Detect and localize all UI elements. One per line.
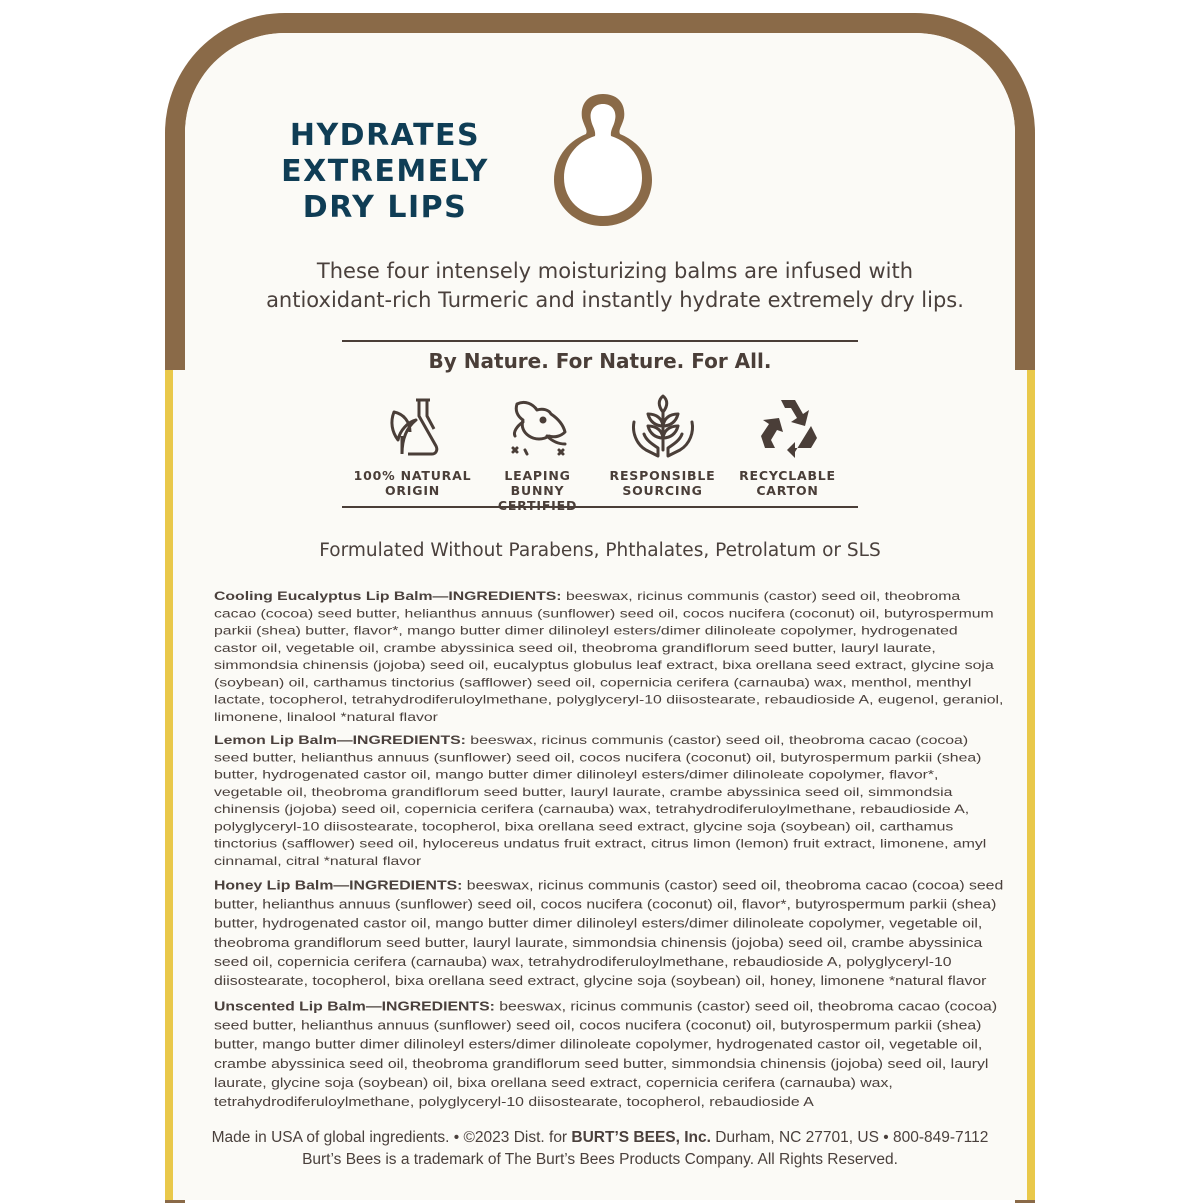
ingredients-text: beeswax, ricinus communis (castor) seed oil, theobroma cacao (cocoa) seed butter, helianthus annuus (sunflower) seed oil, cocos nucifera (coconut) oil, butyrospermum parkii (shea) butter, flavor*, mango butter dimer dilinoleyl esters/dimer dilinoleate copolymer, hydrogenated castor oil, vegetable oil, crambe abyssinica seed oil, theobroma grandiflorum seed butter, lauryl laurate, simmondsia chinensis (jojoba) seed oil, eucalyptus globulus leaf extract, bixa orellana seed extract, glycine soja (soybean) oil, carthamus tinctorius (safflower) seed oil, copernicia cerifera (carnauba) wax, menthol, menthyl lactate, tocopherol, tetrahydrodiferuloylmethane, polyglyceryl-10 diisostearate, rebaudioside A, eugenol, geraniol, limonene, linalool *natural flavor <box>214 590 1004 724</box>
product-name: Cooling Eucalyptus Lip Balm—INGREDIENTS: <box>214 590 562 603</box>
footer-text: Durham, NC 27701, US • 800-849-7112 <box>710 1129 989 1146</box>
footer-line-1 <box>200 1127 1000 1149</box>
leaping-bunny-icon <box>503 392 573 462</box>
badge-label: 100% NATURAL ORIGIN <box>353 468 472 498</box>
badge-recyclable-carton <box>725 392 850 513</box>
footer <box>200 1127 1000 1171</box>
formulated-without: Formulated Without Parabens, Phthalates, Petrolatum or SLS <box>319 540 881 561</box>
ingredients-block <box>214 876 1004 991</box>
footer-text: Made in USA of global ingredients. • ©2023 Dist. for <box>211 1129 572 1146</box>
divider-top <box>342 340 858 342</box>
headline-line: HYDRATES <box>289 118 481 153</box>
carton-edge-right <box>1027 370 1035 1200</box>
ingredients-text: beeswax, ricinus communis (castor) seed oil, theobroma cacao (cocoa) seed butter, helianthus annuus (sunflower) seed oil, cocos nucifera (coconut) oil, butyrospermum parkii (shea) butter, hydrogenated castor oil, mango butter dimer dilinoleyl esters/dimer dilinoleate copolymer, flavor*, vegetable oil, theobroma grandiflorum seed butter, lauryl laurate, crambe abyssinica seed oil, simmondsia chinensis (jojoba) seed oil, copernicia cerifera (carnauba) wax, tetrahydrodiferuloylmethane, rebaudioside A, polyglyceryl-10 diisostearate, tocopherol, bixa orellana seed extract, glycine soja (soybean) oil, carthamus tinctorius (safflower) seed oil, hylocereus undatus fruit extract, citrus limon (lemon) fruit extract, limonene, amyl cinnamal, citral *natural flavor <box>214 734 987 868</box>
recycle-icon <box>753 392 823 462</box>
divider-bottom <box>342 506 858 508</box>
carton-edge-left <box>165 370 173 1200</box>
badge-label: RECYCLABLE CARTON <box>739 468 836 498</box>
ingredients-text: beeswax, ricinus communis (castor) seed oil, theobroma cacao (cocoa) seed butter, helianthus annuus (sunflower) seed oil, cocos nucifera (coconut) oil, flavor*, butyrospermum parkii (shea) butter, hydrogenated castor oil, mango butter dimer dilinoleyl esters/dimer dilinoleate copolymer, vegetable oil, theobroma grandiflorum seed butter, lauryl laurate, simmondsia chinensis (jojoba) seed oil, crambe abyssinica seed oil, copernicia cerifera (carnauba) wax, tetrahydrodiferuloylmethane, rebaudioside A, polyglyceryl-10 diisostearate, tocopherol, bixa orellana seed extract, glycine soja (soybean) oil, honey, limonene *natural flavor <box>214 878 1004 989</box>
badge-label: RESPONSIBLE SOURCING <box>609 468 716 498</box>
product-name: Lemon Lip Balm—INGREDIENTS: <box>214 734 466 747</box>
footer-line-2: Burt’s Bees is a trademark of The Burt’s Bees Products Company. All Rights Reserved. <box>302 1151 898 1168</box>
badge-leaping-bunny <box>475 392 600 513</box>
motto: By Nature. For Nature. For All. <box>428 349 772 373</box>
badge-natural-origin <box>350 392 475 513</box>
ingredients-block <box>214 588 1004 726</box>
intro-line: antioxidant-rich Turmeric and instantly hydrate extremely dry lips. <box>266 288 964 312</box>
intro-line: These four intensely moisturizing balms are infused with <box>316 259 914 283</box>
headline-line: DRY LIPS <box>302 190 468 225</box>
badge-row <box>350 392 850 513</box>
badge-label: LEAPING BUNNY <box>504 468 571 498</box>
intro-text <box>200 257 1030 315</box>
headline-line: EXTREMELY <box>281 154 489 189</box>
plant-flask-icon <box>378 392 448 462</box>
ingredients-text: beeswax, ricinus communis (castor) seed oil, theobroma cacao (cocoa) seed butter, helianthus annuus (sunflower) seed oil, cocos nucifera (coconut) oil, butyrospermum parkii (shea) butter, mango butter dimer dilinoleyl esters/dimer dilinoleate copolymer, hydrogenated castor oil, vegetable oil, crambe abyssinica seed oil, theobroma grandiflorum seed butter, simmondsia chinensis (jojoba) seed oil, lauryl laurate, glycine soja (soybean) oil, bixa orellana seed extract, copernicia cerifera (carnauba) wax, tetrahydrodiferuloylmethane, polyglyceryl-10 diisostearate, tocopherol, rebaudioside A <box>214 999 998 1110</box>
product-name: Honey Lip Balm—INGREDIENTS: <box>214 878 463 893</box>
product-name: Unscented Lip Balm—INGREDIENTS: <box>214 999 495 1014</box>
badge-responsible-sourcing <box>600 392 725 513</box>
headline <box>255 118 515 226</box>
ingredients-block <box>214 997 1004 1112</box>
hands-plant-icon <box>628 392 698 462</box>
brand-name: BURT’S BEES, Inc. <box>571 1129 711 1146</box>
hang-hole <box>548 80 658 230</box>
ingredients-block <box>214 732 1004 870</box>
